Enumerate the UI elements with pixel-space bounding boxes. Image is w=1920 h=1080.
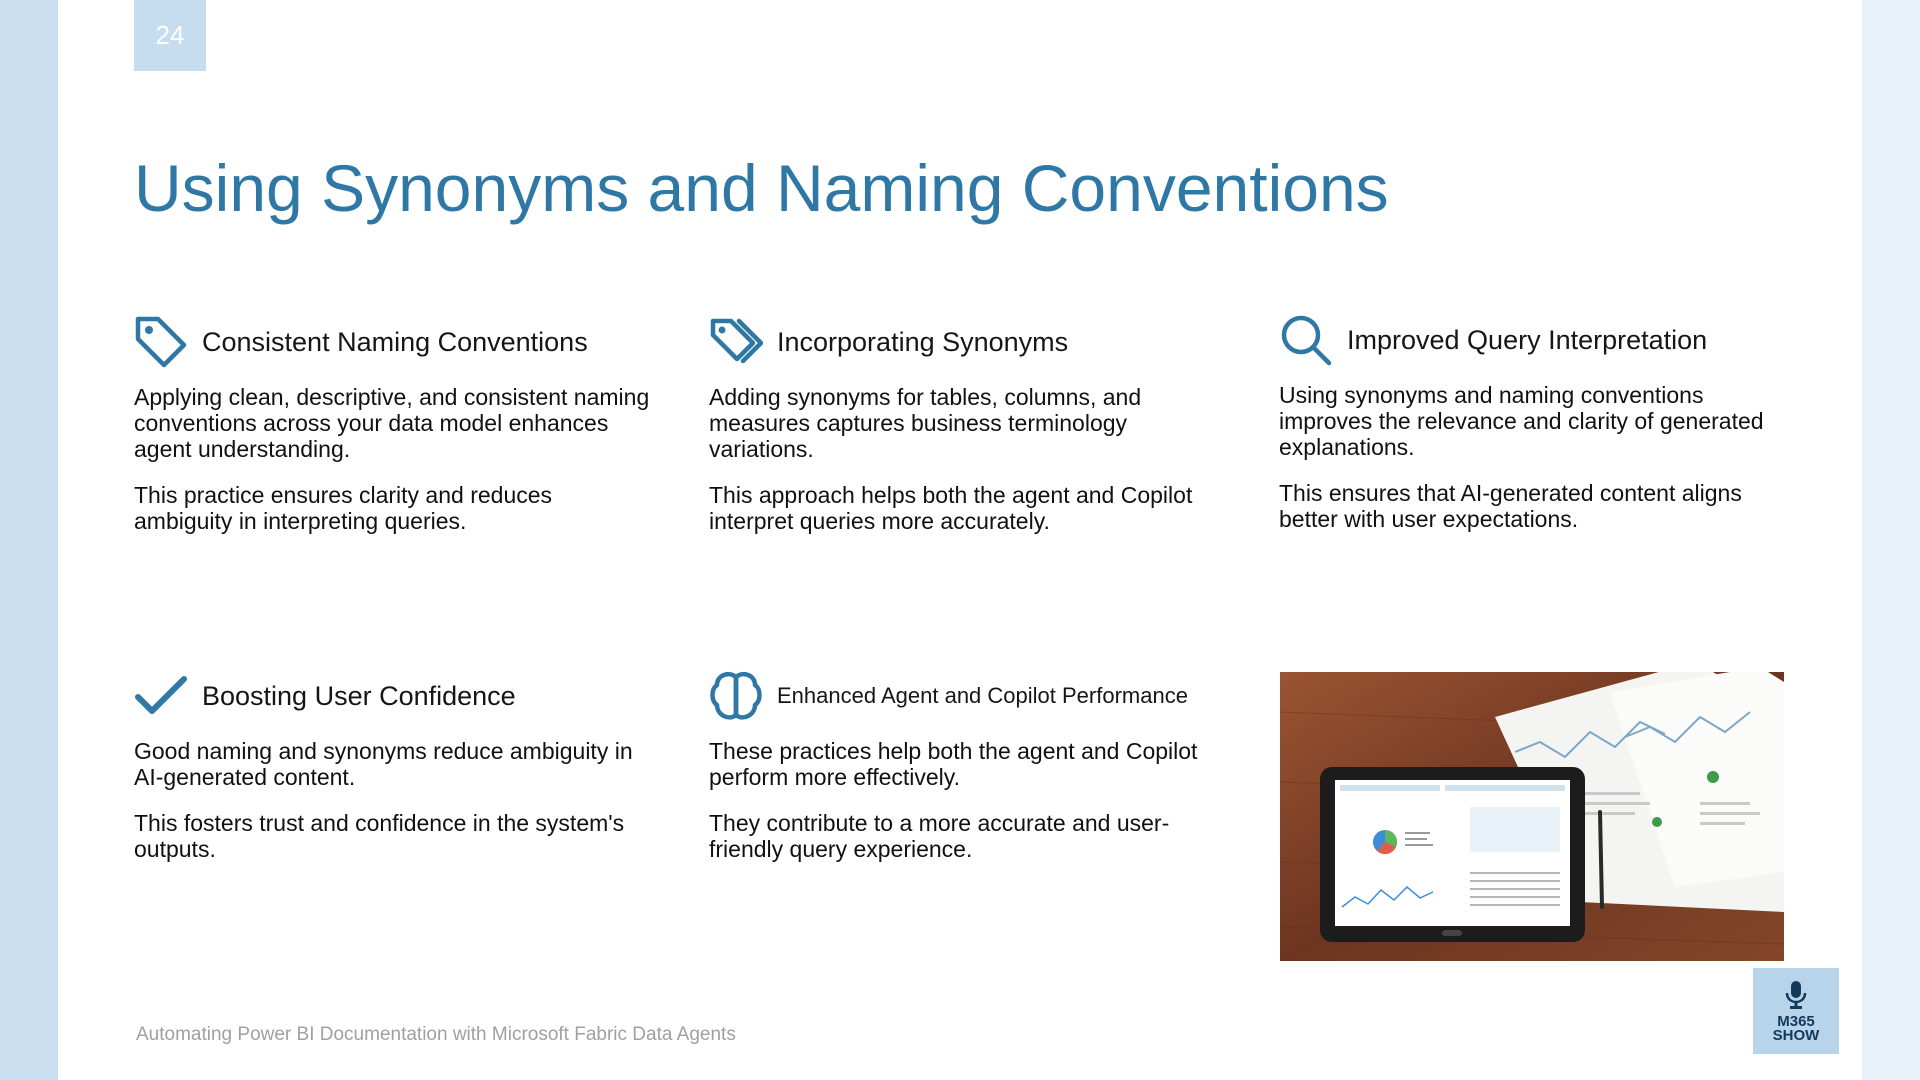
search-icon <box>1279 313 1333 367</box>
logo-text-line1: M365 <box>1777 1012 1815 1030</box>
card-title: Consistent Naming Conventions <box>202 326 588 357</box>
card-paragraph: This fosters trust and confidence in the system's outputs. <box>134 810 625 862</box>
card-incorporating-synonyms <box>709 314 1229 554</box>
card-paragraph: Adding synonyms for tables, columns, and measures captures business terminology variations. <box>709 384 1142 462</box>
tags-icon <box>709 315 763 369</box>
card-title: Boosting User Confidence <box>202 680 516 711</box>
page-number-badge: 24 <box>134 0 206 71</box>
tag-icon <box>134 315 188 369</box>
card-improved-query <box>1279 312 1799 552</box>
dashboard-tablet-photo <box>1280 672 1784 961</box>
card-paragraph: They contribute to a more accurate and user-friendly query experience. <box>709 810 1170 862</box>
footer-text: Automating Power BI Documentation with Microsoft Fabric Data Agents <box>136 1024 736 1045</box>
card-title: Incorporating Synonyms <box>777 326 1069 357</box>
card-paragraph: Using synonyms and naming conventions improves the relevance and clarity of generated explanations. <box>1279 382 1764 460</box>
m365-show-logo <box>1753 968 1839 1054</box>
card-title: Improved Query Interpretation <box>1347 324 1708 355</box>
brain-icon <box>709 669 763 723</box>
logo-text-line2: SHOW <box>1772 1026 1820 1044</box>
card-paragraph: These practices help both the agent and Copilot perform more effectively. <box>709 738 1198 790</box>
card-title: Enhanced Agent and Copilot Performance <box>777 683 1188 708</box>
slide-title: Using Synonyms and Naming Conventions <box>134 151 1389 225</box>
checkmark-icon <box>134 669 188 723</box>
card-paragraph: This ensures that AI-generated content aligns better with user expectations. <box>1279 480 1742 532</box>
card-consistent-naming <box>134 314 654 554</box>
card-paragraph: Good naming and synonyms reduce ambiguity in AI-generated content. <box>134 738 633 790</box>
card-enhanced-performance <box>709 668 1229 882</box>
card-paragraph: This approach helps both the agent and Copilot interpret queries more accurately. <box>709 482 1193 534</box>
card-paragraph: This practice ensures clarity and reduces ambiguity in interpreting queries. <box>134 482 553 534</box>
card-boosting-confidence <box>134 668 654 882</box>
right-decorative-strip <box>1862 0 1920 1080</box>
microphone-icon <box>1784 980 1808 1015</box>
card-paragraph: Applying clean, descriptive, and consistent naming conventions across your data model enhances agent understanding. <box>134 384 650 462</box>
left-decorative-strip <box>0 0 58 1080</box>
